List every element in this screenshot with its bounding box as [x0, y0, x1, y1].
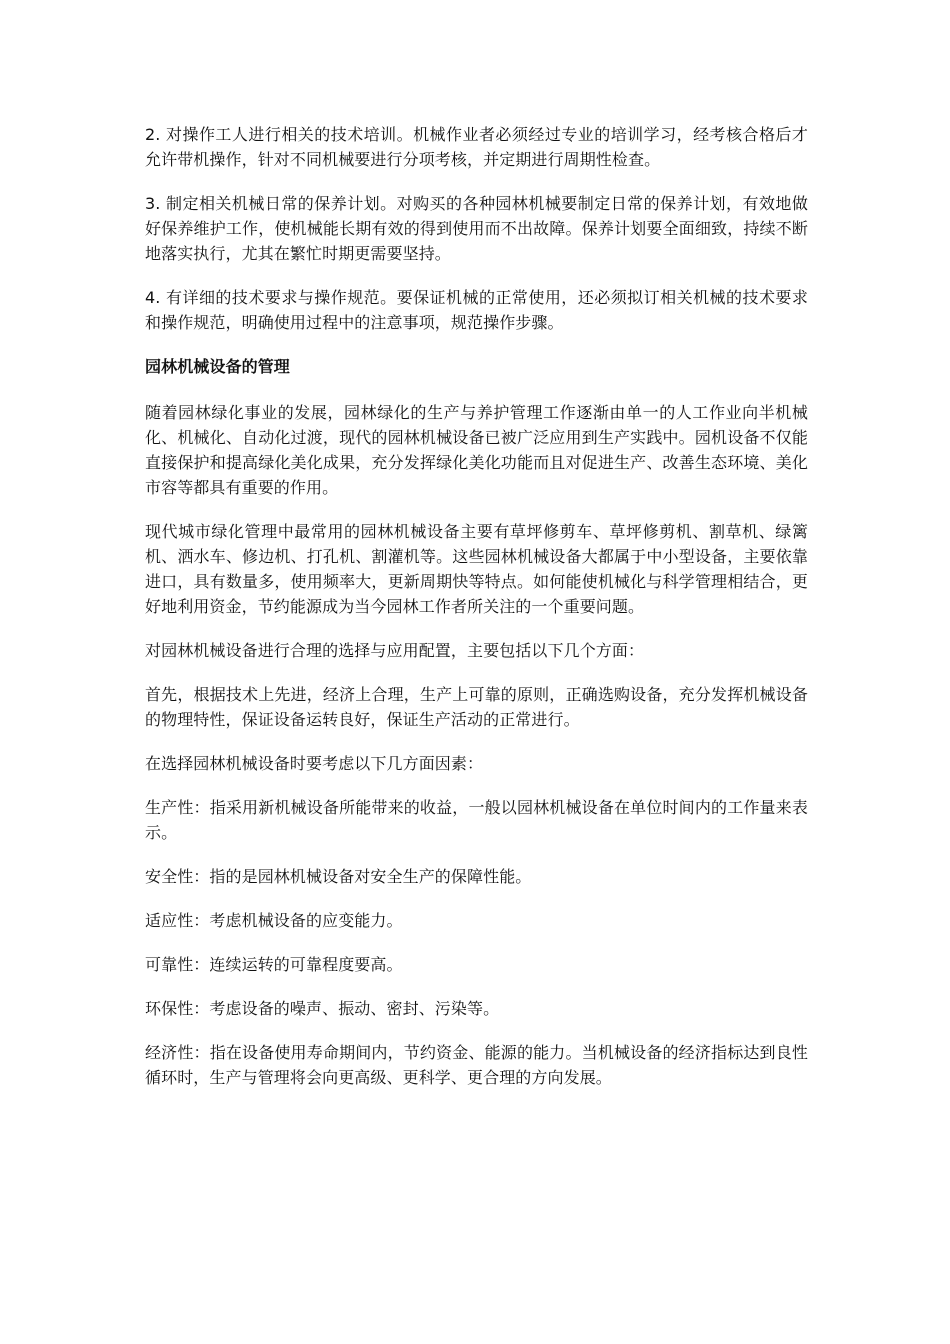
paragraph-factors-intro: 在选择园林机械设备时要考虑以下几方面因素： — [145, 754, 484, 773]
paragraph-development: 随着园林绿化事业的发展，园林绿化的生产与养护管理工作逐渐由单一的人工作业向半机械化、机械化、自动化过渡，现代的园林机械设备已被广泛应用到生产实践中。园机设备不仅能直接保护和提高绿化美化成果，充分发挥绿化美化功能而且对促进生产、改善生态环境、美化市容等都具有重要的作用。 — [145, 403, 808, 497]
paragraph-environmental: 环保性：考虑设备的噪声、振动、密封、污染等。 — [145, 999, 500, 1018]
paragraph-safety: 安全性：指的是园林机械设备对安全生产的保障性能。 — [145, 867, 532, 886]
paragraph-reliability: 可靠性：连续运转的可靠程度要高。 — [145, 955, 403, 974]
paragraph-selection-intro: 对园林机械设备进行合理的选择与应用配置，主要包括以下几个方面： — [145, 641, 645, 660]
paragraph-training: 2. 对操作工人进行相关的技术培训。机械作业者必须经过专业的培训学习，经考核合格后才允许带机操作，针对不同机械要进行分项考核，并定期进行周期性检查。 — [145, 125, 808, 169]
document-page — [145, 122, 808, 1109]
paragraph-economy: 经济性：指在设备使用寿命期间内，节约资金、能源的能力。当机械设备的经济指标达到良性循环时，生产与管理将会向更高级、更科学、更合理的方向发展。 — [145, 1043, 808, 1087]
paragraph-first-principle: 首先，根据技术上先进，经济上合理，生产上可靠的原则，正确选购设备，充分发挥机械设备的物理特性，保证设备运转良好，保证生产活动的正常进行。 — [145, 685, 808, 729]
paragraph-productivity: 生产性：指采用新机械设备所能带来的收益，一般以园林机械设备在单位时间内的工作量来表示。 — [145, 798, 808, 842]
section-heading: 园林机械设备的管理 — [145, 357, 290, 376]
paragraph-technical-requirements: 4. 有详细的技术要求与操作规范。要保证机械的正常使用，还必须拟订相关机械的技术要求和操作规范，明确使用过程中的注意事项，规范操作步骤。 — [145, 288, 808, 332]
paragraph-maintenance-plan: 3. 制定相关机械日常的保养计划。对购买的各种园林机械要制定日常的保养计划，有效地做好保养维护工作，使机械能长期有效的得到使用而不出故障。保养计划要全面细致，持续不断地落实执行，尤其在繁忙时期更需要坚持。 — [145, 194, 808, 263]
paragraph-adaptability: 适应性：考虑机械设备的应变能力。 — [145, 911, 403, 930]
paragraph-common-equipment: 现代城市绿化管理中最常用的园林机械设备主要有草坪修剪车、草坪修剪机、割草机、绿篱机、洒水车、修边机、打孔机、割灌机等。这些园林机械设备大都属于中小型设备，主要依靠进口，具有数量多，使用频率大，更新周期快等特点。如何能使机械化与科学管理相结合，更好地利用资金，节约能源成为当今园林工作者所关注的一个重要问题。 — [145, 522, 808, 616]
